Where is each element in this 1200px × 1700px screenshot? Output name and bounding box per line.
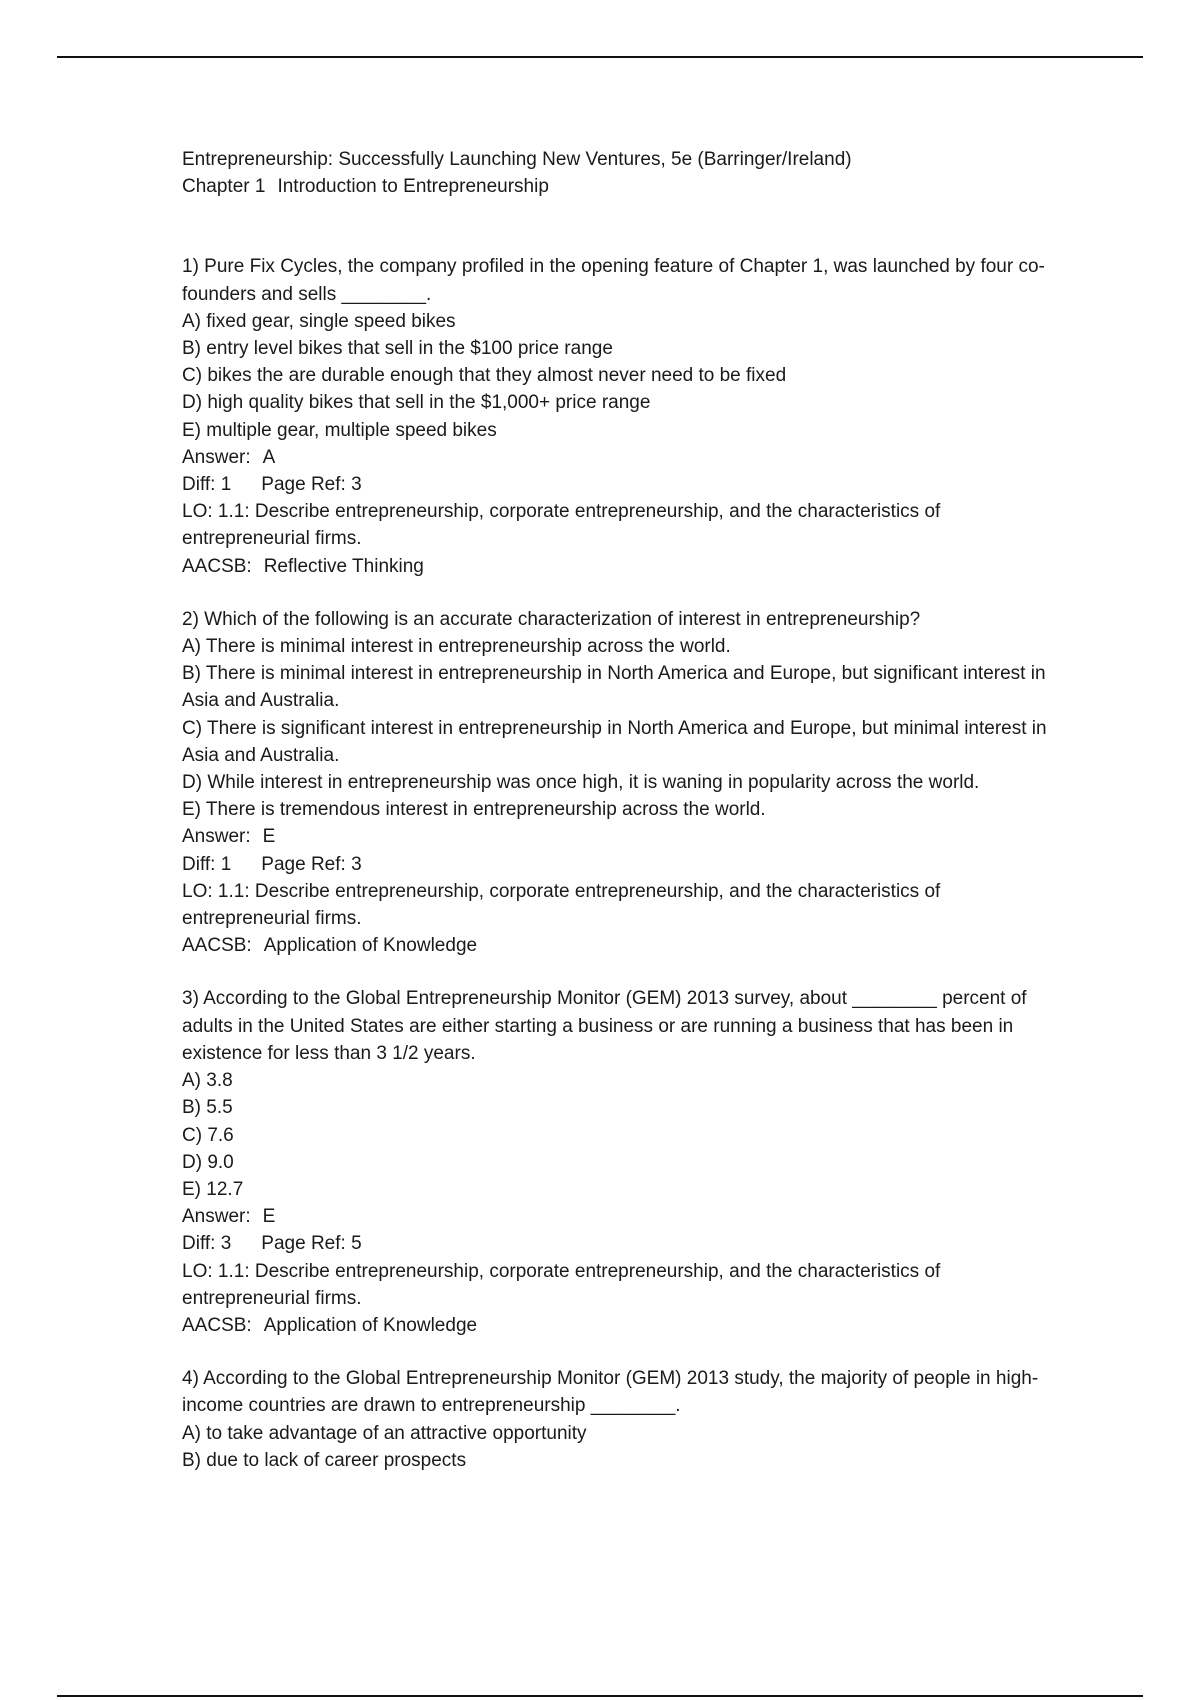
aacsb-label: AACSB: [182, 1314, 252, 1336]
pageref-label: Page Ref: [261, 474, 346, 496]
option-b: B) due to lack of career prospects [182, 1449, 467, 1471]
answer-value: A [262, 446, 276, 468]
diff-line [182, 851, 1062, 878]
option-a: A) fixed gear, single speed bikes [182, 310, 456, 332]
question-stem: 3) According to the Global Entrepreneurship Monitor (GEM) 2013 survey, about ________ percent of adults in the United States are either starting a business or are running a business that has been in existence for less than 3 1/2 years. [182, 988, 1027, 1064]
answer-label: Answer: [182, 1206, 251, 1228]
bottom-rule [57, 1695, 1143, 1697]
diff-label: Diff: [182, 1233, 216, 1255]
question-3 [182, 985, 1062, 1339]
answer-value: E [262, 826, 276, 848]
aacsb-value: Application of Knowledge [263, 1314, 478, 1336]
option-d: D) 9.0 [182, 1151, 234, 1173]
question-stem: 4) According to the Global Entrepreneurship Monitor (GEM) 2013 study, the majority of people in high-income countries are drawn to entrepreneurship ________. [182, 1368, 1039, 1417]
diff-line [182, 1230, 1062, 1257]
question-stem: 2) Which of the following is an accurate characterization of interest in entrepreneurship? [182, 608, 921, 630]
diff-label: Diff: [182, 853, 216, 875]
chapter-title: Introduction to Entrepreneurship [277, 176, 549, 198]
aacsb-value: Reflective Thinking [263, 555, 424, 577]
option-c: C) 7.6 [182, 1124, 234, 1146]
book-title: Entrepreneurship: Successfully Launching New Ventures, 5e (Barringer/Ireland) [182, 149, 852, 170]
pageref-label: Page Ref: [261, 853, 346, 875]
question-1 [182, 253, 1062, 579]
learning-objective: LO: 1.1: Describe entrepreneurship, corporate entrepreneurship, and the characteristics of entrepreneurial firms. [182, 501, 941, 550]
chapter-label: Chapter 1 [182, 176, 266, 198]
option-d: D) high quality bikes that sell in the $1,000+ price range [182, 392, 651, 414]
option-c: C) There is significant interest in entrepreneurship in North America and Europe, but minimal interest in Asia and Australia. [182, 717, 1047, 766]
answer-line [182, 823, 1062, 850]
learning-objective: LO: 1.1: Describe entrepreneurship, corporate entrepreneurship, and the characteristics of entrepreneurial firms. [182, 1260, 941, 1309]
aacsb-label: AACSB: [182, 935, 252, 957]
question-stem: 1) Pure Fix Cycles, the company profiled in the opening feature of Chapter 1, was launched by four co-founders and sells ________. [182, 256, 1045, 305]
option-e: E) There is tremendous interest in entrepreneurship across the world. [182, 799, 766, 821]
aacsb-line [182, 553, 1062, 580]
answer-value: E [262, 1206, 276, 1228]
option-b: B) There is minimal interest in entrepreneurship in North America and Europe, but significant interest in Asia and Australia. [182, 663, 1046, 712]
option-e: E) 12.7 [182, 1178, 244, 1200]
pageref-value: 3 [351, 853, 362, 875]
diff-value: 1 [220, 474, 232, 496]
pageref-value: 5 [351, 1233, 362, 1255]
aacsb-line [182, 1312, 1062, 1339]
pageref-value: 3 [351, 474, 362, 496]
diff-value: 3 [220, 1233, 232, 1255]
answer-label: Answer: [182, 446, 251, 468]
answer-line [182, 1203, 1062, 1230]
aacsb-label: AACSB: [182, 555, 252, 577]
diff-value: 1 [220, 853, 232, 875]
option-e: E) multiple gear, multiple speed bikes [182, 419, 497, 441]
answer-line [182, 444, 1062, 471]
option-a: A) to take advantage of an attractive opportunity [182, 1422, 587, 1444]
document-header [182, 146, 1062, 200]
option-c: C) bikes the are durable enough that they almost never need to be fixed [182, 365, 787, 387]
document-body [182, 146, 1062, 1474]
aacsb-line [182, 932, 1062, 959]
learning-objective: LO: 1.1: Describe entrepreneurship, corporate entrepreneurship, and the characteristics of entrepreneurial firms. [182, 880, 941, 930]
option-a: A) There is minimal interest in entrepreneurship across the world. [182, 636, 731, 658]
top-rule [57, 56, 1143, 58]
diff-label: Diff: [182, 474, 216, 496]
answer-label: Answer: [182, 826, 251, 848]
option-a: A) 3.8 [182, 1070, 233, 1092]
aacsb-value: Application of Knowledge [263, 935, 478, 957]
option-d: D) While interest in entrepreneurship was once high, it is waning in popularity across the world. [182, 772, 980, 794]
option-b: B) 5.5 [182, 1097, 233, 1119]
pageref-label: Page Ref: [261, 1233, 346, 1255]
question-2 [182, 606, 1062, 960]
option-b: B) entry level bikes that sell in the $100 price range [182, 338, 613, 360]
diff-line [182, 471, 1062, 498]
chapter-heading [182, 173, 1062, 200]
question-4 [182, 1365, 1062, 1474]
